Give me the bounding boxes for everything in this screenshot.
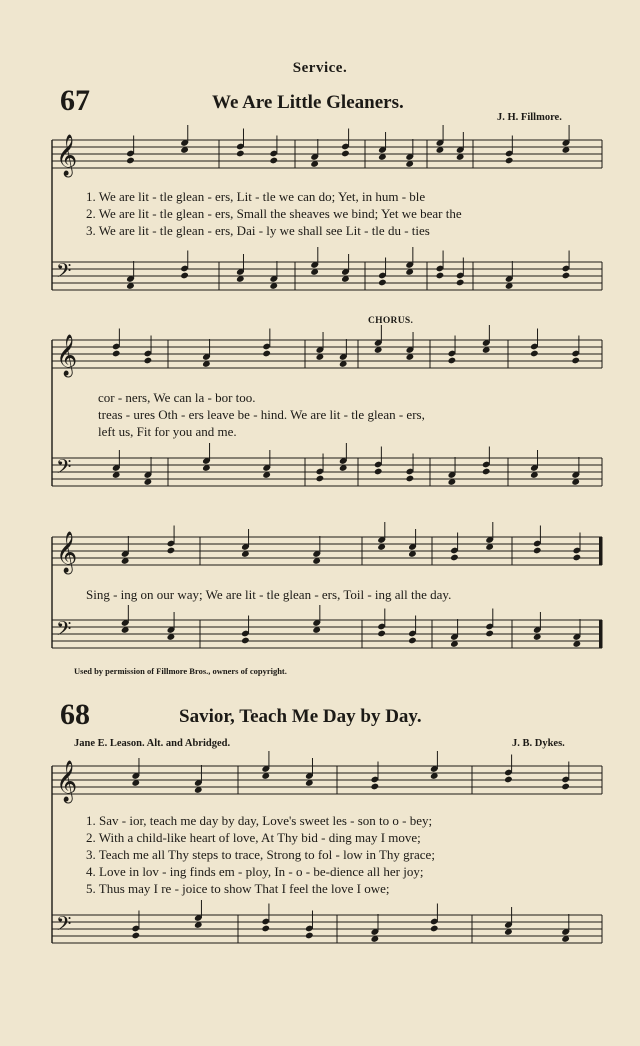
note (505, 157, 514, 165)
lyric-line: 2. We are lit - tle glean - ers, Small the sheaves we bind; Yet we bear the (86, 206, 462, 221)
treble-clef-icon: 𝄞 (56, 532, 78, 573)
treble-clef-icon: 𝄞 (56, 761, 78, 802)
bass-clef-icon: 𝄢 (56, 455, 72, 483)
note (261, 925, 270, 933)
note (180, 272, 189, 280)
note (430, 925, 439, 933)
treble-clef-icon: 𝄞 (56, 335, 78, 376)
note (406, 475, 415, 483)
lyric-line: treas - ures Oth - ers leave be - hind. We are lit - tle glean - ers, (98, 407, 425, 422)
note (504, 776, 513, 784)
note (341, 150, 350, 158)
bass-clef-icon: 𝄢 (56, 617, 72, 645)
note (561, 783, 570, 791)
lyric-line: 4. Love in lov - ing finds em - ploy, In - o - be-dience all her joy; (86, 864, 424, 879)
note (408, 637, 417, 645)
note (485, 630, 494, 638)
hymn-number: 68 (60, 698, 90, 731)
note (562, 272, 571, 280)
note (482, 468, 491, 476)
lyric-line: left us, Fit for you and me. (98, 424, 237, 439)
note (131, 932, 140, 940)
lyric-line: 2. With a child-like heart of love, At Thy bid - ding may I move; (86, 830, 421, 845)
note (436, 272, 445, 280)
note (316, 475, 325, 483)
lyric-line: 3. We are lit - tle glean - ers, Dai - ly we shall see Lit - tle du - ties (86, 223, 430, 238)
composer-credit: J. B. Dykes. (512, 738, 565, 749)
lyric-line: 5. Thus may I re - joice to show That I feel the love I owe; (86, 881, 390, 896)
lyric-line: 3. Teach me all Thy steps to trace, Strong to fol - low in Thy grace; (86, 847, 435, 862)
composer-credit: J. H. Fillmore. (497, 112, 562, 123)
note (167, 547, 176, 555)
note (269, 157, 278, 165)
note (378, 279, 387, 287)
note (456, 279, 465, 287)
note (262, 350, 271, 358)
copyright-note: Used by permission of Fillmore Bros., owners of copyright. (74, 666, 287, 676)
lyric-line: 1. Sav - ior, teach me day by day, Love's sweet les - son to o - bey; (86, 813, 433, 828)
section-header: Service. (292, 60, 348, 76)
lyric-line: cor - ners, We can la - bor too. (98, 390, 256, 405)
hymn-number: 67 (60, 84, 90, 117)
note (112, 350, 121, 358)
bass-clef-icon: 𝄢 (56, 259, 72, 287)
chorus-label: CHORUS. (368, 316, 414, 326)
note (530, 350, 539, 358)
bass-clef-icon: 𝄢 (56, 912, 72, 940)
note (370, 783, 379, 791)
note (236, 150, 245, 158)
hymn-title: We Are Little Gleaners. (212, 92, 404, 113)
note (305, 932, 314, 940)
note (572, 554, 581, 562)
lyric-line: Sing - ing on our way; We are lit - tle glean - ers, Toil - ing all the day. (86, 587, 452, 602)
note (126, 157, 135, 165)
final-bar (599, 537, 602, 565)
note (144, 357, 153, 365)
treble-clef-icon: 𝄞 (56, 135, 78, 176)
note (450, 554, 459, 562)
author-credit: Jane E. Leason. Alt. and Abridged. (74, 738, 231, 749)
note (533, 547, 542, 555)
hymn-title: Savior, Teach Me Day by Day. (179, 706, 422, 727)
note (571, 357, 580, 365)
final-bar (599, 620, 602, 648)
lyric-line: 1. We are lit - tle glean - ers, Lit - tle we can do; Yet, in hum - ble (86, 189, 426, 204)
note (241, 637, 250, 645)
note (374, 468, 383, 476)
note (448, 357, 457, 365)
note (377, 630, 386, 638)
